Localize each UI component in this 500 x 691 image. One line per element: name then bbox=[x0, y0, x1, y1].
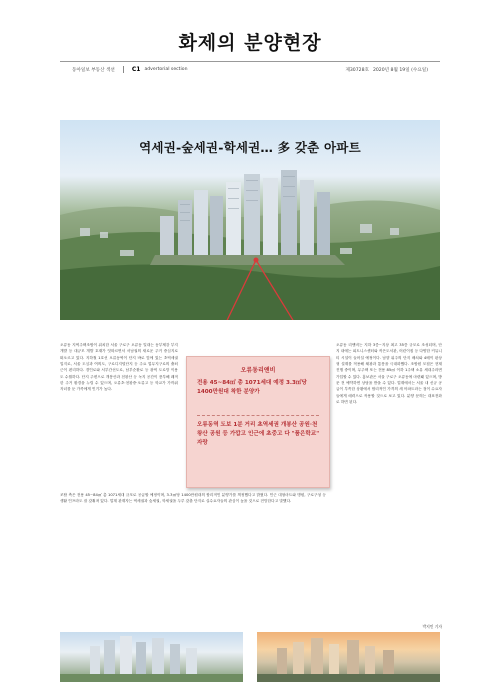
masthead bbox=[0, 0, 500, 80]
note-title: 오류동리앤비 bbox=[240, 367, 276, 374]
page-number: C1 bbox=[131, 66, 141, 73]
note-divider bbox=[197, 415, 319, 416]
page-title: 화제의 분양현장 bbox=[178, 32, 322, 54]
edition-number: 제30728호 bbox=[345, 67, 369, 73]
divider bbox=[123, 66, 124, 73]
article-continuation: 조합 측은 전용 45~84㎡ 총 1071세대 규모로 공급할 예정이며, 3.3㎡당 1400만원대의 합리적인 분양가를 책정했다고 밝혔다. 인근 대형마트와 병원, 구로구청 등 생활 인프라도 잘 갖춰져 있다. 업계 관계자는 역세권과 숲세권, 학세권을 두루 갖춘 단지로 실수요자들의 관심이 높을 것으로 전망한다고 말했다. bbox=[60, 493, 326, 504]
article-column-right: 오류동 리앤비는 지하 3층~지상 최고 35층 규모로 조성되며, 단지 내에는 피트니스센터와 작은도서관, 어린이집 등 다양한 커뮤니티 시설이 들어설 예정이다. 남향 위주의 단지 배치와 4베이 판상형 설계를 적용해 채광과 통풍을 극대화했다. 조합원 모집은 현재 진행 중이며, 무주택 또는 전용 85㎡ 이하 1주택 소유 세대주라면 가입할 수 있다. 홍보관은 서울 구로구 오류동에 마련돼 있으며, 방문 전 예약하면 상담을 받을 수 있다. 업계에서는 서울 내 신규 공급이 부족한 상황에서 합리적인 가격의 새 아파트라는 점이 수요자들에게 매력으로 작용할 것으로 보고 있다. 분양 문의는 대표전화로 하면 된다. bbox=[336, 343, 442, 405]
article-column-left: 오류동 지역주택조합이 위치한 서울 구로구 오류동 일대는 동부제강 부지 개발 등 대규모 개발 호재가 잇따르면서 서남권의 새로운 주거 중심지로 떠오르고 있다. 지하철 1호선 오류동역이 단지 바로 앞에 있는 초역세권 입지로, 서울 도심과 여의도, 구로디지털단지 등 주요 업무지구로의 출퇴근이 편리하다. 경인로와 서부간선도로, 남부순환로 등 광역 도로망 이용도 수월하다. 단지 주변으로 개봉산과 천왕산 등 녹지 공간이 풍부해 쾌적한 주거 환경을 누릴 수 있으며, 오류초·천왕중·오류고 등 학교가 가까워 자녀를 둔 가족에게 인기가 높다. bbox=[60, 343, 178, 392]
note-body-price: 전용 45~84㎡ 총 1071세대 예정 3.3㎡당 1400만원대 착한 분양가 bbox=[197, 380, 307, 395]
masthead-info bbox=[72, 66, 428, 73]
section-label: 동아일보 부동산 섹션 bbox=[72, 67, 115, 73]
issue-date: 2020년 8월 19일 (수요일) bbox=[372, 67, 428, 73]
complex-photo-day bbox=[60, 632, 243, 682]
advertorial-label: advertorial section bbox=[144, 67, 188, 72]
byline: 박지민 기자 bbox=[422, 624, 442, 629]
complex-photo-sunset bbox=[257, 632, 440, 682]
headline: 역세권-숲세권-학세권… 多 갖춘 아파트 bbox=[139, 140, 361, 155]
note-body-location: 오류동역 도보 1분 거리 초역세권 개봉산 공원·천왕산 공원 등 가깝고 인근에 초중고 다 "품은학교" 자랑 bbox=[197, 422, 320, 446]
info-note bbox=[186, 356, 330, 488]
masthead-divider bbox=[60, 61, 440, 62]
